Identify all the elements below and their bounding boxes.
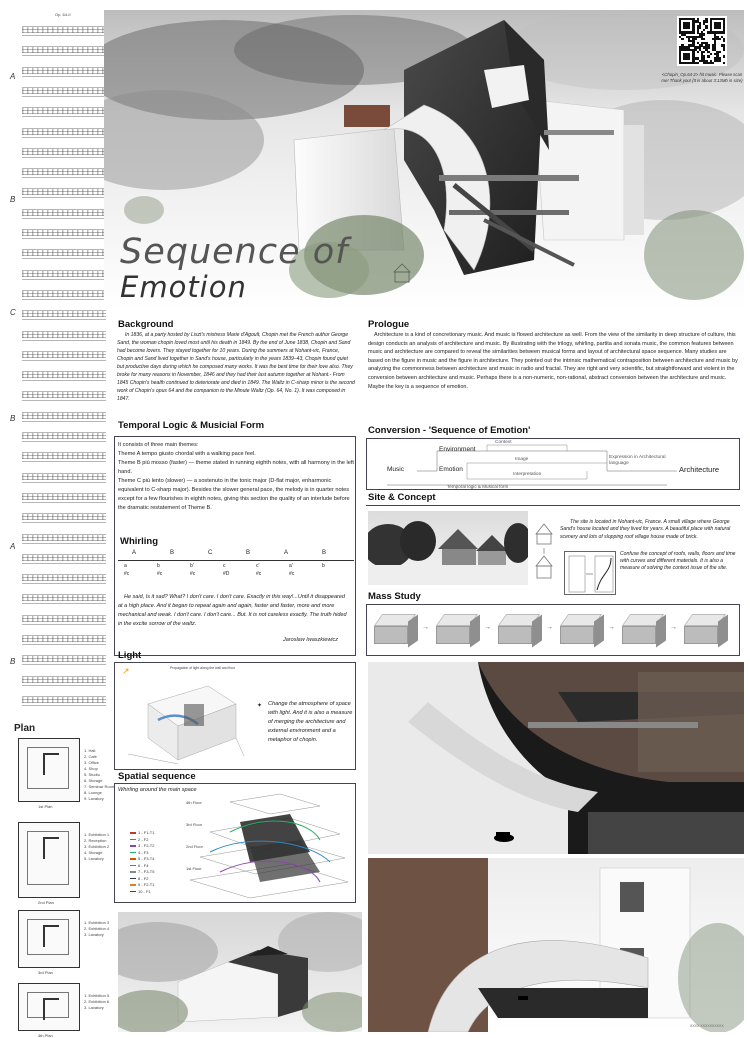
floor-plan-label: 3rd Plan <box>38 970 53 975</box>
score-staff <box>22 329 106 343</box>
whirling-note: c <box>223 563 226 569</box>
whirling-note: #c <box>289 571 295 577</box>
score-section-letter: A <box>10 542 16 551</box>
mass-model <box>434 612 480 646</box>
spatial-floor-labels <box>186 800 226 900</box>
score-staff <box>22 491 106 505</box>
qr-module <box>692 31 694 33</box>
score-staff <box>22 471 106 485</box>
conversion-music: Music <box>387 466 404 473</box>
score-header: Op. 64-II <box>55 12 71 17</box>
concept-curve-icon <box>565 552 617 596</box>
light-caption: Propagation of light along the wall and floor <box>170 666 236 670</box>
legend-text: 6 - F4 <box>138 862 149 868</box>
legend-text: 1 - F1-T1 <box>138 830 155 835</box>
conversion-architecture: Architecture <box>679 465 720 474</box>
concept-text: Confuse the concept of roofs, walls, floors and time with curves and different materials. It is also a measure of solving the context issue of the site. <box>620 551 736 572</box>
score-staff <box>22 674 106 688</box>
qr-module <box>688 57 690 59</box>
floor-plan <box>18 910 80 968</box>
mass-face <box>684 626 718 644</box>
legend-swatch <box>130 878 136 880</box>
mass-heading: Mass Study <box>368 591 421 602</box>
spatial-legend-item <box>130 837 148 842</box>
qr-module <box>723 31 725 33</box>
qr-module <box>703 33 705 35</box>
qr-module <box>697 62 699 64</box>
site-heading: Site & Concept <box>368 492 436 503</box>
legend-item: 2. Café <box>84 754 97 759</box>
light-text: Change the atmosphere of space with light. And it is also a measure of merging the architecture and external environment and a metaphor of chopin. <box>268 701 353 743</box>
plan-heading: Plan <box>14 723 36 734</box>
score-staff <box>22 430 106 444</box>
qr-module <box>718 60 720 62</box>
temporal-heading: Temporal Logic & Musicial Form <box>118 420 265 431</box>
floor-level-label: 4th Floor <box>186 800 202 805</box>
score-staff <box>22 653 106 667</box>
floor-plan-label: 4th Plan <box>38 1033 53 1038</box>
spatial-legend-item <box>130 869 154 874</box>
floor-plan-legend <box>84 920 109 938</box>
floor-plan-legend <box>84 832 109 862</box>
whirling-note: b <box>157 563 160 569</box>
background-heading: Background <box>118 319 174 330</box>
mass-model <box>682 612 728 646</box>
legend-text: 4 - F3 <box>138 849 149 855</box>
qr-module <box>718 51 720 53</box>
legend-item: 8. Lounge <box>84 790 102 795</box>
legend-text: 2 - F2 <box>138 836 149 842</box>
poster-title-line2: Emotion <box>120 270 247 304</box>
legend-item: 9. Lavatory <box>84 796 104 801</box>
site-photo-art <box>368 511 528 585</box>
floor-plan-legend <box>84 748 115 802</box>
site-photo <box>368 511 528 585</box>
conversion-temporal: Temporal logic & Musical form <box>447 484 509 489</box>
legend-swatch <box>130 858 136 860</box>
mass-face <box>470 614 480 647</box>
mass-face <box>532 614 542 647</box>
legend-item: 1. Exhibition 3 <box>84 920 110 925</box>
legend-swatch <box>130 832 136 834</box>
whirling-note: #c <box>124 571 130 577</box>
footer-credit: XXXX XXXXXXXXXX <box>690 1024 724 1028</box>
qr-module <box>723 40 725 42</box>
mass-face <box>436 626 470 644</box>
spatial-legend-item <box>130 876 148 881</box>
mass-arrow-icon: → <box>608 624 615 631</box>
score-section-letter: C <box>10 308 16 317</box>
exterior-render <box>118 912 362 1032</box>
mass-face <box>656 614 666 647</box>
score-staff <box>22 268 106 282</box>
legend-item: 3. Lavatory <box>84 932 104 937</box>
score-staff <box>22 308 106 322</box>
background-text: In 1836, at a party hosted by Liszt's mistress Marie d'Agoult, Chopin met the French author George Sand, the woman chopin loved most until his death in 1849. By the end of June 1838, Chopin and Sand had become lovers. They stayed together for 10 years. During the summers at Nohant-vic, France, Chopin and Sand lived together in Sand's house, particularly in the years 1839–43, Chopin found quiet but productive days during which he composed many works. It was the best time for their love also. They broke for many reasons in November, 1846 and they had their last autumn together at Nohant.- From 1845 Chopin's health continued to deteriorate and died in 1849. The Waltz in C-sharp minor is the second work of Chopin's opus 64 and the companion to the Minute Waltz (Op. 64, No. 1). It was composed in 1847. <box>117 332 355 402</box>
whirling-note: #c <box>157 571 163 577</box>
legend-text: 10 - F1 <box>138 888 151 894</box>
score-staff <box>22 85 106 99</box>
spatial-subheading: Whirling around the main space <box>118 787 197 793</box>
floor-level-label: 3rd Floor <box>186 822 203 827</box>
whirling-note: b' <box>190 563 194 569</box>
qr-module <box>718 27 720 29</box>
mass-arrow-icon: → <box>670 624 677 631</box>
score-staff <box>22 410 106 424</box>
whirling-quote: He said, Is it sad? What? I don't care. I don't care. Exactly in this way!...Until it disappeared at a high place. And it began to repeat again and again, faster and faster, more and more mechanical and weak. I don't care. I don't care... But. It is not careless exactly. The truth hided in the excite sorrow of the waltz. <box>118 594 347 627</box>
qr-module <box>697 51 699 53</box>
whirling-section-letter: B <box>322 550 327 556</box>
score-section-letter: B <box>10 657 16 666</box>
mass-face <box>498 626 532 644</box>
floor-plan <box>18 738 80 802</box>
conversion-emotion: Emotion <box>439 466 463 473</box>
mass-model <box>620 612 666 646</box>
qr-module <box>710 53 712 55</box>
qr-module <box>705 20 707 22</box>
whirling-diagram <box>118 550 354 582</box>
legend-text: 5 - F3-T4 <box>138 856 155 861</box>
qr-module <box>703 38 705 40</box>
score-staff <box>22 369 106 383</box>
whirling-note: b <box>322 563 325 569</box>
prologue-text: Architecture is a kind of concretionary music. And music is flowed architecture as well. From the view of the similarity in deep structure of culture, this design conducts an analysis of architecture and music. By illustrating with the trilogy, whirling, partita and sonata music, the common features between music and architecture are compared to reveal the similarities between musical forms and layout of architectural space sequence. Many studies are based on the figure in music and the figure in architecture. They pointed out the intrinsic mathematical contraposition between architecture and music by analyzing the commonness between architecture and music in radio and fractal. They are right and very scientific, but straightforward and violent in the conversion between architecture and music. Perhaps there is a non-numeric, non-rational, abstract conversion between the architecture and music. Maybe the key is a sequence of emotion. <box>368 332 738 390</box>
legend-swatch <box>130 852 136 854</box>
interior-render-art <box>368 662 744 854</box>
whirling-heading: Whirling <box>120 536 158 547</box>
legend-item: 6. Storage <box>84 778 103 783</box>
whirling-note: #c <box>256 571 262 577</box>
quote-author: Jaroslaw Iwaszkiewicz <box>283 637 339 643</box>
qr-module <box>723 62 725 64</box>
mass-arrow-icon: → <box>546 624 553 631</box>
interior-render <box>368 662 744 854</box>
mass-model <box>372 612 418 646</box>
courtyard-render-art <box>368 858 744 1032</box>
legend-item: 5. Lavatory <box>84 856 104 861</box>
mass-model <box>496 612 542 646</box>
legend-swatch <box>130 871 136 873</box>
qr-code[interactable] <box>677 16 727 66</box>
mass-face <box>718 614 728 647</box>
spatial-legend-item <box>130 863 148 868</box>
score-staff <box>22 247 106 261</box>
legend-item: 4. Storage <box>84 850 103 855</box>
floor-plan-legend <box>84 993 109 1011</box>
whirling-note: #D <box>223 571 230 577</box>
legend-item: 3. Exhibition 2 <box>84 844 110 849</box>
floor-plan-label: 2nd Plan <box>38 900 54 905</box>
legend-swatch <box>130 845 136 847</box>
floor-plan-label: 1st Plan <box>38 804 53 809</box>
qr-module <box>707 55 709 57</box>
qr-module <box>703 29 705 31</box>
score-staff <box>22 65 106 79</box>
whirling-section-letter: B <box>246 550 251 556</box>
score-staff <box>22 146 106 160</box>
legend-item: 7. Seminar Room <box>84 784 116 789</box>
floor-level-label: 1st Floor <box>186 866 202 871</box>
conversion-environment: Environment <box>439 446 476 453</box>
spatial-legend-item <box>130 889 151 894</box>
score-staff <box>22 552 106 566</box>
legend-text: 8 - F2 <box>138 875 149 881</box>
spatial-legend-item <box>130 856 154 861</box>
poster-title-line1: Sequence of <box>120 232 349 272</box>
legend-item: 2. Exhibition 6 <box>84 999 110 1004</box>
floor-plan <box>18 822 80 898</box>
whirling-section-letter: A <box>132 550 137 556</box>
legend-item: 5. Studio <box>84 772 100 777</box>
qr-module <box>703 51 705 53</box>
temporal-themes <box>118 441 354 513</box>
legend-item: 4. Shop <box>84 766 98 771</box>
qr-module <box>694 38 696 40</box>
legend-swatch <box>130 839 136 841</box>
legend-text: 9 - F2-T1 <box>138 882 155 887</box>
concept-diagram <box>564 551 616 595</box>
qr-module <box>688 27 690 29</box>
mass-arrow-icon: → <box>422 624 429 631</box>
mass-face <box>560 626 594 644</box>
score-section-letter: B <box>10 414 16 423</box>
score-staff <box>22 186 106 200</box>
spatial-legend-item <box>130 850 148 855</box>
score-staff <box>22 532 106 546</box>
qr-module <box>718 38 720 40</box>
spatial-legend <box>130 830 170 900</box>
qr-module <box>707 46 709 48</box>
mass-face <box>374 626 408 644</box>
legend-item: 1. Exhibition 1 <box>84 832 110 837</box>
score-staff <box>22 389 106 403</box>
score-staff <box>22 592 106 606</box>
whirling-note: c' <box>256 563 260 569</box>
mass-face <box>622 626 656 644</box>
site-text: The site is located in Nohant-vic, France. A small village where George Sand's house located and they lived for years. A beautiful place with natural scenery and lots of slopping roof village house made of brick. <box>560 519 731 540</box>
score-section-letter: A <box>10 72 16 81</box>
mass-study-row <box>372 610 736 650</box>
whirling-note: a' <box>289 563 293 569</box>
score-staff <box>22 694 106 708</box>
legend-item: 3. Office <box>84 760 99 765</box>
courtyard-render <box>368 858 744 1032</box>
spatial-legend-item <box>130 882 154 887</box>
house-sketch-icon <box>533 518 555 582</box>
mass-face <box>408 614 418 647</box>
light-diagram <box>118 664 248 768</box>
conversion-context: Context <box>495 440 512 445</box>
score-staff <box>22 126 106 140</box>
whirling-note: a <box>124 563 127 569</box>
qr-module <box>705 27 707 29</box>
legend-item: 2. Exhibition 4 <box>84 926 110 931</box>
house-sketch-icons <box>533 518 555 582</box>
floor-plan <box>18 983 80 1031</box>
conversion-box <box>366 438 740 490</box>
score-staff <box>22 450 106 464</box>
svg-text:↗: ↗ <box>122 667 130 677</box>
prologue-heading: Prologue <box>368 319 410 330</box>
score-staff <box>22 166 106 180</box>
mass-arrow-icon: → <box>484 624 491 631</box>
whirling-section-letter: C <box>208 550 213 556</box>
qr-module <box>723 55 725 57</box>
legend-swatch <box>130 884 136 886</box>
legend-text: 7 - F3-T5 <box>138 869 155 874</box>
score-section-letter: B <box>10 195 16 204</box>
mass-model <box>558 612 604 646</box>
score-staff <box>22 44 106 58</box>
legend-item: 1. Exhibition 5 <box>84 993 110 998</box>
score-staff <box>22 24 106 38</box>
qr-caption: <Chopin_Op.64-2> hit music. Please scan me! Thank you! (It is about 3:13Mb in size) <box>661 72 743 83</box>
whirling-section-letter: A <box>284 550 289 556</box>
spatial-heading: Spatial sequence <box>118 771 196 782</box>
qr-module <box>681 38 683 40</box>
qr-module <box>723 49 725 51</box>
score-staff <box>22 105 106 119</box>
music-score <box>10 12 110 712</box>
score-staff <box>22 207 106 221</box>
qr-module <box>712 62 714 64</box>
score-staff <box>22 572 106 586</box>
floor-level-label: 2nd Floor <box>186 844 203 849</box>
conversion-heading: Conversion - 'Sequence of Emotion' <box>368 425 531 436</box>
temporal-intro: It consists of three main themes: <box>118 442 199 448</box>
score-staff <box>22 288 106 302</box>
whirling-line <box>118 560 354 561</box>
score-staff <box>22 633 106 647</box>
theme-b: Theme B più mosso (faster) — theme stated in running eighth notes, with all harmony in the left hand. <box>118 460 354 475</box>
legend-item: 3. Lavatory <box>84 1005 104 1010</box>
score-staff <box>22 349 106 363</box>
score-staff <box>22 227 106 241</box>
exterior-render-art <box>118 912 362 1032</box>
legend-text: 3 - F2-T2 <box>138 843 155 848</box>
conversion-expression: Expression in Architectural language <box>609 455 666 466</box>
qr-module <box>699 27 701 29</box>
light-heading: Light <box>118 650 142 661</box>
legend-item: 1. Hall <box>84 748 96 753</box>
conversion-interpretation: Interpretation <box>513 472 542 477</box>
score-staff <box>22 613 106 627</box>
spatial-legend-item <box>130 830 154 835</box>
site-rule <box>366 505 740 506</box>
light-axon-drawing <box>118 664 248 768</box>
conversion-image: Image <box>515 457 529 462</box>
legend-swatch <box>130 891 136 893</box>
mass-face <box>594 614 604 647</box>
whirling-note: #c <box>190 571 196 577</box>
theme-a: Theme A tempo giusto chordal with a walking pace feel. <box>118 451 256 457</box>
legend-swatch <box>130 865 136 867</box>
legend-item: 2. Reception <box>84 838 107 843</box>
whirling-section-letter: B <box>170 550 175 556</box>
light-bullet-icon: ✦ <box>257 703 263 709</box>
spatial-legend-item <box>130 843 154 848</box>
score-staff <box>22 511 106 525</box>
theme-c: Theme C più lento (slower) — a sostenuto in the tonic major (D-flat major, enharmonic equivalent to C-sharp major). Besides the slower general pace, the melody is in quarter notes except for a few flourishes in eighth notes, giving this section the quality of an interlude before the dramatic restatement of Theme B. <box>118 478 350 511</box>
